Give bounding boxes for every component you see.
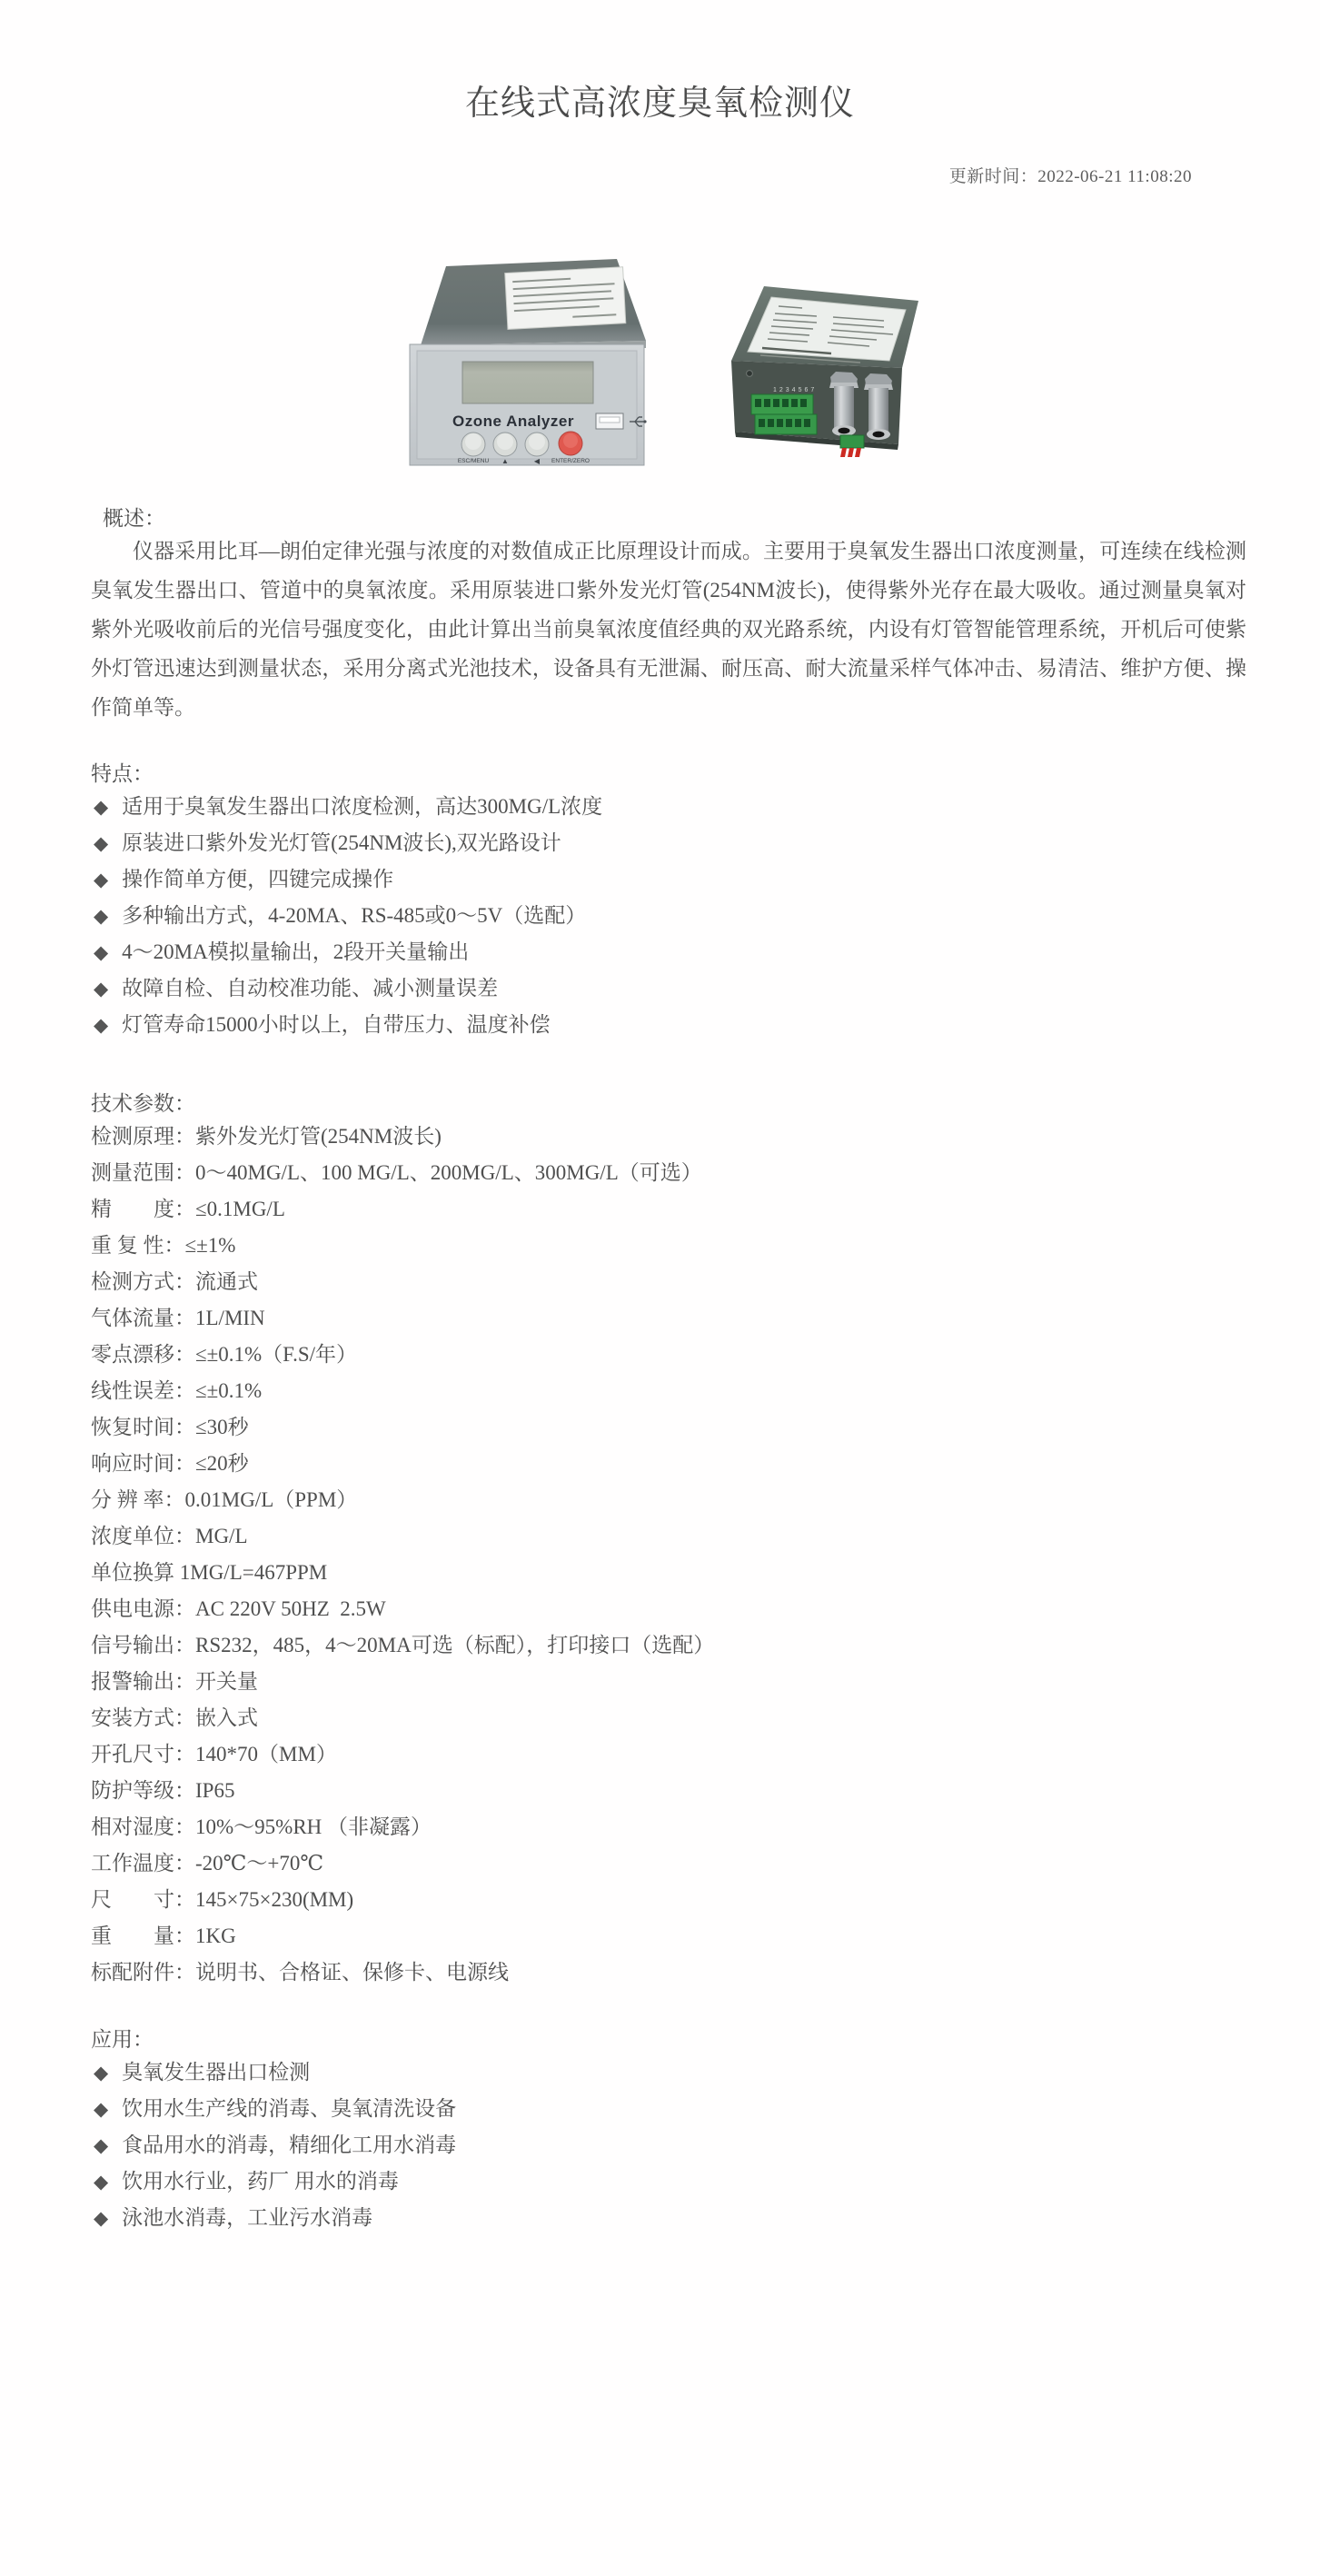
button-caption-enter: ENTER/ZERO: [551, 458, 590, 464]
button-caption-left: ◀: [533, 457, 540, 465]
update-time: 更新时间：2022-06-21 11:08:20: [948, 167, 1192, 186]
diamond-bullet-icon: ◆: [94, 2062, 109, 2084]
spec-line: 标配附件：说明书、合格证、保修卡、电源线: [91, 1961, 509, 1984]
spec-line: 响应时间：≤20秒: [91, 1452, 249, 1475]
button-caption-up: ▲: [501, 457, 509, 465]
product-images: [0, 257, 1320, 468]
svg-text:1234567: 1234567: [772, 387, 817, 393]
page-title: 在线式高浓度臭氧检测仪: [464, 85, 855, 123]
spec-line: 尺 寸：145×75×230(MM): [91, 1888, 354, 1911]
spec-line: 相对湿度：10%～95%RH （非凝露）: [91, 1815, 432, 1838]
diamond-bullet-icon: ◆: [94, 1014, 109, 1036]
list-item-text: 原装进口紫外发光灯管(254NM波长),双光路设计: [122, 831, 561, 854]
lcd-screen: [462, 362, 593, 403]
aux-connector: [840, 435, 864, 457]
terminal-block: [751, 394, 817, 434]
applications-list: [94, 2054, 456, 2236]
spec-line: 分 辨 率：0.01MG/L（PPM）: [91, 1488, 358, 1511]
spec-line: 单位换算 1MG/L=467PPM: [91, 1561, 328, 1584]
diamond-bullet-icon: ◆: [94, 905, 109, 927]
feature-item: [94, 898, 602, 934]
diamond-bullet-icon: ◆: [94, 2134, 109, 2156]
application-item: [94, 2091, 456, 2127]
spec-line: 供电电源：AC 220V 50HZ 2.5W: [91, 1597, 386, 1620]
spec-line: 测量范围：0～40MG/L、100 MG/L、200MG/L、300MG/L（可选）: [91, 1161, 702, 1184]
list-item-text: 故障自检、自动校准功能、减小测量误差: [122, 977, 499, 1000]
button-esc-menu: [462, 433, 485, 456]
spec-line: 安装方式：嵌入式: [91, 1706, 258, 1729]
feature-item: [94, 789, 602, 825]
overview-body: 仪器采用比耳—朗伯定律光强与浓度的对数值成正比原理设计而成。主要用于臭氧发生器出口浓度测量，可连续在线检测臭氧发生器出口、管道中的臭氧浓度。采用原装进口紫外发光灯管(254NM波长)，使得紫外光存在最大吸收。通过测量臭氧对紫外光吸收前后的光信号强度变化，由此计算出当前臭氧浓度值经典的双光路系统，内设有灯管智能管理系统，开机后可使紫外灯管迅速达到测量状态，采用分离式光池技术，设备具有无泄漏、耐压高、耐大流量采样气体冲击、易清洁、维护方便、操作简单等。: [91, 540, 1246, 719]
spec-line: 防护等级：IP65: [91, 1779, 235, 1802]
diamond-bullet-icon: ◆: [94, 869, 109, 890]
front-device-image: [390, 257, 664, 468]
list-item-text: 灯管寿命15000小时以上，自带压力、温度补偿: [122, 1013, 551, 1036]
spec-line: 线性误差：≤±0.1%: [91, 1379, 263, 1402]
spec-line: 检测原理：紫外发光灯管(254NM波长): [91, 1125, 442, 1148]
list-item-text: 食品用水的消毒，精细化工用水消毒: [122, 2133, 457, 2156]
diamond-bullet-icon: ◆: [94, 941, 109, 963]
application-item: [94, 2127, 456, 2163]
diamond-bullet-icon: ◆: [94, 978, 109, 1000]
feature-item: [94, 825, 602, 861]
button-enter-zero: [559, 432, 582, 455]
diamond-bullet-icon: ◆: [94, 832, 109, 854]
spec-line: 开孔尺寸：140*70（MM）: [91, 1743, 337, 1765]
application-item: [94, 2163, 456, 2200]
list-item-text: 多种输出方式，4-20MA、RS-485或0～5V（选配）: [122, 904, 587, 927]
specs-list: [91, 1119, 714, 1991]
diamond-bullet-icon: ◆: [94, 2207, 109, 2229]
usb-port: [596, 413, 623, 429]
diamond-bullet-icon: ◆: [94, 2171, 109, 2193]
specs-heading: 技术参数：: [91, 1092, 195, 1115]
spec-line: 重 复 性：≤±1%: [91, 1234, 236, 1257]
feature-item: [94, 861, 602, 898]
rear-device-image: [715, 279, 931, 459]
spec-line: 检测方式：流通式: [91, 1270, 258, 1293]
diamond-bullet-icon: ◆: [94, 796, 109, 818]
overview-heading: 概述：: [103, 507, 165, 530]
spec-line: 精 度：≤0.1MG/L: [91, 1198, 285, 1220]
spec-line: 恢复时间：≤30秒: [91, 1416, 249, 1438]
applications-heading: 应用：: [91, 2028, 154, 2051]
spec-line: 重 量：1KG: [91, 1925, 236, 1947]
list-item-text: 适用于臭氧发生器出口浓度检测，高达300MG/L浓度: [122, 795, 603, 818]
device-brand-label: Ozone Analyzer: [452, 413, 574, 430]
button-caption-esc: ESC/MENU: [457, 458, 489, 464]
application-item: [94, 2054, 456, 2091]
list-item-text: 4～20MA模拟量输出，2段开关量输出: [122, 940, 470, 963]
spec-line: 报警输出：开关量: [91, 1670, 258, 1693]
list-item-text: 饮用水行业，药厂 用水的消毒: [122, 2170, 399, 2193]
application-item: [94, 2200, 456, 2236]
list-item-text: 操作简单方便，四键完成操作: [122, 868, 394, 890]
feature-item: [94, 934, 602, 970]
button-up: [493, 433, 517, 456]
features-list: [94, 789, 602, 1043]
features-heading: 特点：: [91, 762, 154, 785]
diamond-bullet-icon: ◆: [94, 2098, 109, 2120]
list-item-text: 泳池水消毒，工业污水消毒: [122, 2206, 373, 2229]
list-item-text: 饮用水生产线的消毒、臭氧清洗设备: [122, 2097, 457, 2120]
spec-line: 气体流量：1L/MIN: [91, 1307, 265, 1329]
feature-item: [94, 1007, 602, 1043]
list-item-text: 臭氧发生器出口检测: [122, 2061, 311, 2084]
spec-line: 零点漂移：≤±0.1%（F.S/年）: [91, 1343, 358, 1366]
spec-line: 工作温度：-20℃～+70℃: [91, 1852, 324, 1875]
button-left: [525, 433, 549, 456]
feature-item: [94, 970, 602, 1007]
spec-line: 信号输出：RS232，485，4～20MA可选（标配），打印接口（选配）: [91, 1634, 715, 1656]
spec-line: 浓度单位：MG/L: [91, 1525, 248, 1547]
